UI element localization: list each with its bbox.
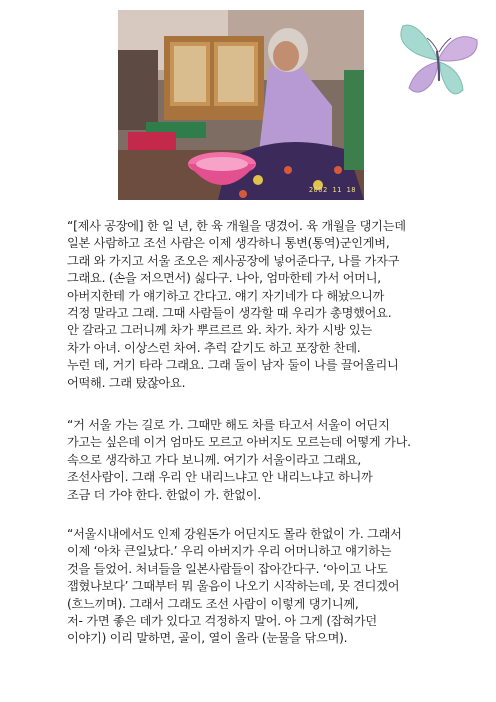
paragraph-line: 그래 와 가지고 서울 조오은 제사공장에 넣어준다구, 나를 가자구 (67, 253, 400, 268)
paragraph-line: 이야기) 이리 말하면, 골이, 열이 올라 (눈물을 닦으며). (67, 631, 348, 646)
paragraph-line: 걱정 말라고 그래. 그때 사람들이 생각할 때 우리가 총명했어요. (67, 306, 392, 321)
paragraph-line: 가고는 싶은데 이거 엄마도 모르고 아버지도 모르는데 어떻게 가나. (67, 435, 411, 450)
paragraph-line: 안 갈라고 그러니께 차가 뿌르르르 와. 차가. 차가 시방 있는 (67, 323, 372, 338)
paragraph-3 (67, 526, 487, 648)
paragraph-line: 잽혔나보다’ 그때부터 뭐 울음이 나오기 시작하는데, 못 견디겠어 (67, 579, 400, 594)
paragraph-line: “[제사 공장에] 한 일 년, 한 육 개월을 댕겼어. 육 개월을 댕기는데 (67, 219, 406, 233)
paragraph-line: 일본 사람하고 조선 사람은 이제 생각하니 통변(통역)군인게벼, (67, 236, 390, 251)
paragraph-line: 것을 들었어. 처녀들을 일본사람들이 잡아간다구. ‘아이고 나도 (67, 561, 388, 576)
paragraph-2 (67, 417, 487, 504)
paragraph-line: 차가 아녀. 이상스런 차여. 추럭 같기도 하고 포장한 찬데. (67, 340, 361, 355)
paragraph-line: 이제 ‘아차 큰일났다.’ 우리 아버지가 우리 어머니하고 얘기하는 (67, 544, 392, 559)
paragraph-line: 누런 데, 거기 타라 그래요. 그래 둘이 남자 둘이 나를 끌어올리니 (67, 358, 399, 373)
paragraph-line: 속으로 생각하고 가다 보니께. 여기가 서울이라고 그래요, (67, 452, 362, 467)
photo-illustration (118, 10, 364, 200)
paragraph-line: 어떡해. 그래 탔잖아요. (67, 375, 186, 390)
paragraph-line: 아버지한테 가 얘기하고 간다고. 얘기 자기네가 다 해놨으니까 (67, 288, 385, 303)
photo-elderly-woman (118, 10, 364, 200)
butterfly-icon (397, 18, 481, 104)
paragraph-line: “거 서울 가는 길로 가. 그때만 해도 차를 타고서 서울이 어딘지 (67, 418, 390, 432)
photo-date-stamp: 2002 11 18 (308, 186, 356, 194)
paragraph-line: “서울시내에서도 인제 강원돈가 어딘지도 몰라 한없이 가. 그래서 (67, 527, 402, 541)
paragraph-line: 그래요. (손을 저으면서) 싫다구. 나아, 엄마한테 가서 어머니, (67, 271, 381, 286)
paragraph-line: 조선사람이. 그래 우리 안 내리느냐고 안 내리느냐고 하니까 (67, 470, 373, 485)
paragraph-line: (흐느끼며). 그래서 그래도 조선 사람이 이렇게 댕기니께, (67, 596, 359, 611)
paragraph-1 (67, 218, 487, 392)
paragraph-line: 저- 가면 좋은 데가 있다고 걱정하지 말어. 아 그게 (잡혀가던 (67, 614, 377, 629)
paragraph-line: 조금 더 가야 한다. 한없이 가. 한없이. (67, 487, 261, 502)
